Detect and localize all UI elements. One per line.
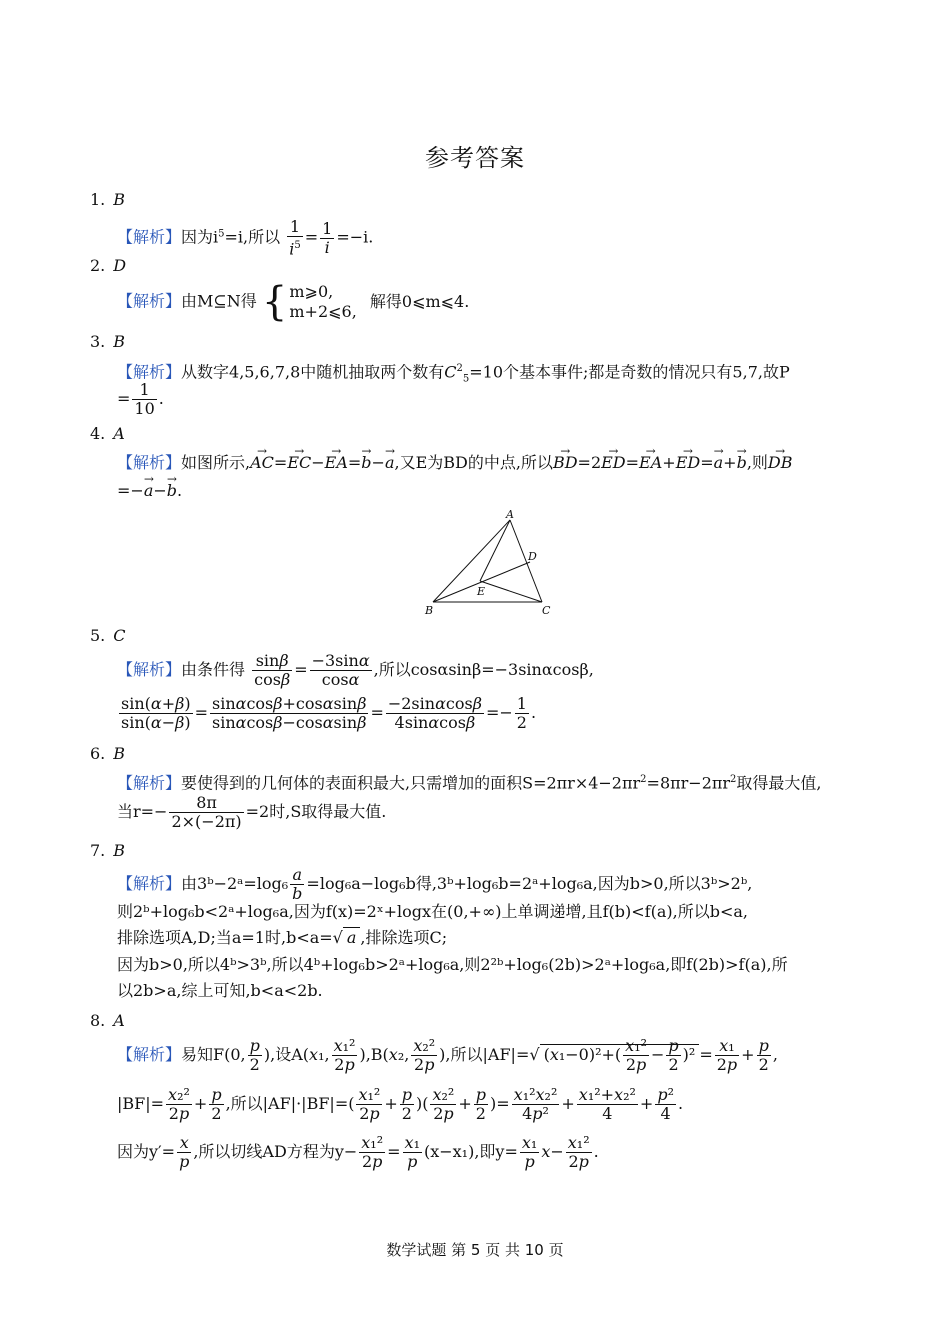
edge-ac — [510, 520, 542, 602]
question-5-number: 5. C — [90, 626, 126, 645]
question-4-explanation-line-1: 【解析】如图所示,→ AC=→ EC−→ EA=→ b−→ a,又E为BD的中点,所以→ BD=2→ ED=→ EA+→ ED=→ a+→ b,则→ DB — [117, 452, 793, 474]
question-2-explanation: 【解析】由M⊆N得 { m⩾0, m+2⩽6, 解得0⩽m⩽4. — [117, 279, 470, 325]
question-1-explanation: 【解析】因为$i^5=i$,所以 $\frac{1}{i^5}$ = $\frac{1}{i}$ =−i. — [117, 217, 374, 259]
question-7-explanation-line-3: 排除选项A,D;当a=1时,b<a=√ a ,排除选项C; — [117, 928, 448, 947]
label-d: D — [528, 550, 537, 563]
question-3-explanation-line-2: = $\frac{1}{10}$ . — [117, 380, 164, 418]
question-8-explanation-line-2: |BF|= $\frac{\text{x₂²}}{2p}$ + $\frac{p}{2}$ ,所以|AF|·|BF|=( $\frac{\text{x₁²}}{2p}$ + $\frac{p}{2}$ )( $\frac{\text{x₂²}}{2p}$ + $\frac{p}{2}$ )= $\frac{\text{x₁²x₂²}}{\text{4p²}}$ + $\frac{\text{x₁²+x₂²}}{4}$ + $\frac{\text{p²}}{4}$ . — [117, 1085, 684, 1123]
question-2-number: 2. D — [90, 256, 127, 275]
question-3-number: 3. B — [90, 332, 126, 351]
page-footer: 数学试题 第 5 页 共 10 页 — [386, 1241, 564, 1259]
question-6-explanation-line-1: 【解析】要使得到的几何体的表面积最大,只需增加的面积$S=2\pi r\times 4-2\pi r^2=8\pi r-2\pi r^2$取得最大值, — [117, 773, 822, 793]
triangle-diagram — [420, 508, 560, 618]
question-7-explanation-line-1: 【解析】由3ᵇ−2ᵃ=log₆ $\frac{a}{b}$ =log₆a−log₆b得,3ᵇ+log₆b=2ᵃ+log₆a,因为b>0,所以3ᵇ>2ᵇ, — [117, 865, 753, 903]
question-8-explanation-line-3: 因为y′= $\frac{x}{p}$ ,所以切线AD方程为y− $\frac{\text{x₁²}}{2p}$ = $\frac{\text{x₁}}{p}$ (x−x₁),即y= $\frac{\text{x₁}}{p}$ x− $\frac{\text{x₁²}}{2p}$ . — [117, 1133, 599, 1171]
question-5-explanation-line-2: $\frac{\sin(\alpha+\beta)}{\sin(\alpha-\beta)}$ = $\frac{\sin\alpha\cos\beta+\cos\alpha\sin\beta}{\sin\alpha\cos\beta-\cos\alpha\sin\beta}$ = $\frac{-2\sin\alpha\cos\beta}{4\sin\alpha\cos\beta}$ =− $\frac{1}{2}$ . — [121, 694, 537, 732]
question-7-explanation-line-2: 则2ᵇ+log₆b<2ᵃ+log₆a,因为f(x)=2ˣ+logx在(0,+∞)上单调递增,且f(b)<f(a),所以b<a, — [117, 902, 748, 921]
label-c: C — [542, 604, 551, 617]
question-6-number: 6. B — [90, 744, 126, 763]
question-4-number: 4. A — [90, 424, 125, 443]
question-7-explanation-line-4: 因为b>0,所以4ᵇ>3ᵇ,所以4ᵇ+log₆b>2ᵃ+log₆a,则2²ᵇ+log₆(2b)>2ᵃ+log₆a,即f(2b)>f(a),所 — [117, 955, 788, 974]
edge-ec — [480, 581, 542, 602]
edge-ab — [433, 520, 510, 602]
question-6-explanation-line-2: 当r=− $\frac{8\pi}{2\times(-2\pi)}$ =2时,S取得最大值. — [117, 793, 387, 831]
question-1-number: 1. B — [90, 190, 126, 209]
label-e: E — [477, 585, 486, 598]
question-8-explanation-line-1: 【解析】易知F(0, $\frac{p}{2}$ ),设A(x₁, $\frac{\text{x₁²}}{2p}$ ),B(x₂, $\frac{\text{x₂²}}{2p}$ ),所以|AF|=√ (x₁−0)²+( $\frac{\text{x₁²}}{2p}$ − $\frac{p}{2}$ )² = $\frac{\text{x₁}}{2p}$ + $\frac{p}{2}$ , — [117, 1036, 778, 1074]
question-3-explanation-line-1: 【解析】从数字4,5,6,7,8中随机抽取两个数有$C^2_5=10$个基本事件;都是奇数的情况只有5,7,故P — [117, 362, 790, 385]
question-4-explanation-line-2: =−→ a−→ b. — [117, 480, 182, 502]
question-7-number: 7. B — [90, 841, 126, 860]
label-b: B — [425, 604, 434, 617]
question-8-number: 8. A — [90, 1011, 125, 1030]
question-7-explanation-line-5: 以2b>a,综上可知,b<a<2b. — [117, 981, 323, 1000]
question-5-explanation-line-1: 【解析】由条件得 $\frac{\sin\beta}{\cos\beta}$ = $\frac{-3\sin\alpha}{\cos\alpha}$ ,所以cosαsinβ=−3sinαcosβ, — [117, 651, 594, 689]
label-a: A — [506, 508, 514, 521]
page-title: 参考答案 — [425, 144, 525, 172]
